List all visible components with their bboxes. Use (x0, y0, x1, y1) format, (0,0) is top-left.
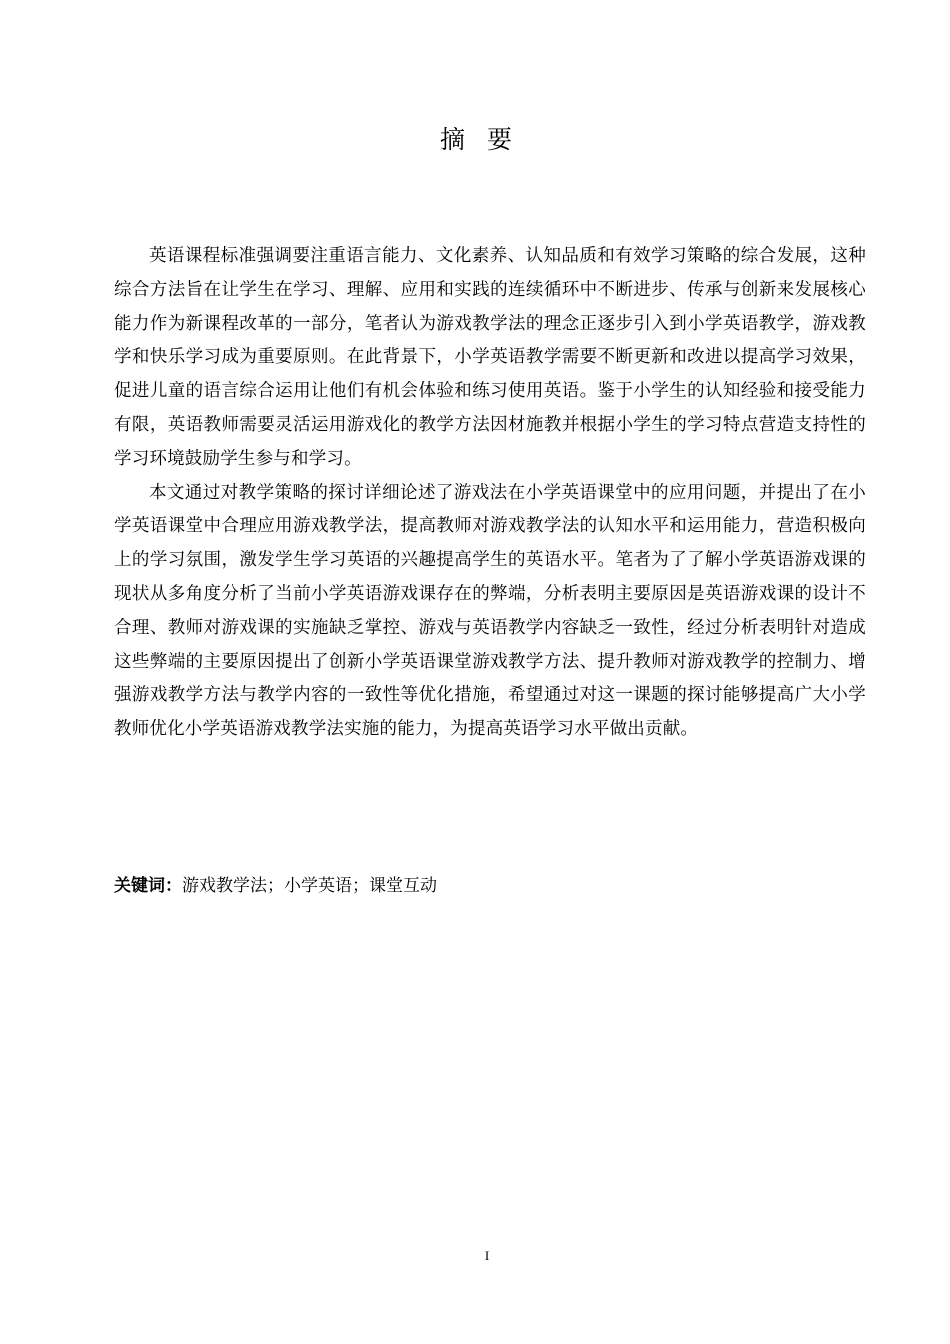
abstract-paragraph-2: 本文通过对教学策略的探讨详细论述了游戏法在小学英语课堂中的应用问题，并提出了在小学英语课堂中合理应用游戏教学法，提高教师对游戏教学法的认知水平和运用能力，营造积极向上的学习氛围，激发学生学习英语的兴趣提高学生的英语水平。笔者为了了解小学英语游戏课的现状从多角度分析了当前小学英语游戏课存在的弊端，分析表明主要原因是英语游戏课的设计不合理、教师对游戏课的实施缺乏掌控、游戏与英语教学内容缺乏一致性，经过分析表明针对造成这些弊端的主要原因提出了创新小学英语课堂游戏教学方法、提升教师对游戏教学的控制力、增强游戏教学方法与教学内容的一致性等优化措施，希望通过对这一课题的探讨能够提高广大小学教师优化小学英语游戏教学法实施的能力，为提高英语学习水平做出贡献。 (114, 482, 866, 740)
abstract-body (114, 240, 866, 747)
page-title: 摘要 (439, 125, 534, 154)
keywords-label: 关键词： (114, 876, 182, 896)
abstract-paragraph-1: 英语课程标准强调要注重语言能力、文化素养、认知品质和有效学习策略的综合发展，这种综合方法旨在让学生在学习、理解、应用和实践的连续循环中不断进步、传承与创新来发展核心能力作为新课程改革的一部分，笔者认为游戏教学法的理念正逐步引入到小学英语教学，游戏教学和快乐学习成为重要原则。在此背景下，小学英语教学需要不断更新和改进以提高学习效果，促进儿童的语言综合运用让他们有机会体验和练习使用英语。鉴于小学生的认知经验和接受能力有限，英语教师需要灵活运用游戏化的教学方法因材施教并根据小学生的学习特点营造支持性的学习环境鼓励学生参与和学习。 (114, 246, 866, 469)
keywords-line (114, 872, 437, 900)
page-number: I (484, 1248, 490, 1263)
keywords-value: 游戏教学法；小学英语；课堂互动 (182, 876, 437, 896)
